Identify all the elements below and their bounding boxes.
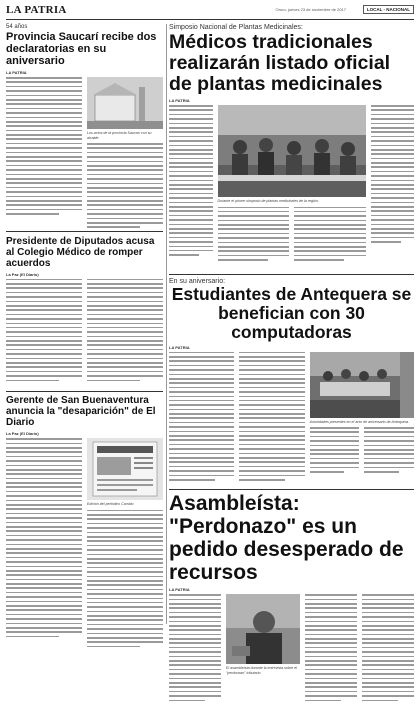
story-divider — [6, 391, 163, 392]
column-divider — [166, 24, 167, 624]
article-body — [169, 105, 213, 271]
article-headline: Estudiantes de Antequera se benefician con 30 computadoras — [171, 283, 412, 342]
newspaper-photo — [87, 438, 163, 500]
article-photo — [87, 77, 163, 129]
article-kicker: En su aniversario: — [169, 277, 226, 285]
header-rule — [6, 19, 414, 20]
photo-caption: Edición del periódico Cambio — [87, 502, 134, 507]
right-column — [169, 24, 414, 704]
photo-caption: Autoridades presentes en el acto de aniversario de Antequera. — [309, 419, 410, 424]
newspaper-logo: LA PATRIA — [6, 4, 67, 16]
article-san-buenaventura — [6, 395, 163, 648]
story-divider — [6, 231, 163, 232]
article-diputados — [6, 236, 163, 387]
article-photo — [218, 105, 366, 197]
article-byline: LA PATRIA — [6, 70, 27, 75]
article-byline: LA PATRIA — [169, 587, 190, 593]
story-divider — [169, 274, 414, 275]
article-body — [6, 279, 82, 387]
article-headline: Gerente de San Buenaventura anuncia la "desaparición" de El Diario — [6, 395, 156, 429]
article-headline: Médicos tradicionales realizarán listado oficial de plantas medicinales — [169, 31, 391, 95]
article-plantas-medicinales — [169, 24, 414, 271]
article-body — [6, 77, 82, 227]
article-headline: Presidente de Diputados acusa al Colegio Médico de romper acuerdos — [6, 235, 155, 269]
article-saucari — [6, 24, 163, 227]
article-headline: Provincia Saucarí recibe dos declaratorias en su aniversario — [6, 31, 157, 67]
article-kicker: Simposio Nacional de Plantas Medicinales: — [169, 24, 303, 31]
photo-caption: El asambleísta durante la entrevista sobre el "perdonazo" tributario. — [226, 666, 297, 675]
page-header — [6, 4, 414, 18]
article-photo — [310, 352, 414, 418]
article-body — [6, 438, 82, 648]
story-divider — [169, 489, 414, 490]
article-headline: Asambleísta: "Perdonazo" es un pedido desesperado de recursos — [169, 492, 404, 585]
photo-caption: Los actos de la provincia Saucarí con su alcalde. — [87, 131, 152, 140]
article-photo — [226, 594, 300, 664]
article-body — [169, 594, 221, 704]
article-byline: La Paz (El Diario) — [6, 271, 39, 277]
article-byline: La Paz (El Diario) — [6, 431, 39, 437]
section-label: LOCAL - NACIONAL — [363, 5, 414, 14]
article-kicker: 54 años — [6, 24, 28, 30]
article-byline: LA PATRIA — [169, 344, 190, 350]
article-byline: LA PATRIA — [169, 98, 190, 103]
article-perdonazo — [169, 492, 414, 704]
article-body — [169, 352, 234, 486]
article-antequera — [169, 278, 414, 486]
photo-caption: Durante el primer simposio de plantas medicinales de la región. — [217, 199, 319, 203]
left-column — [6, 24, 163, 648]
issue-date: Oruro, jueves 23 de noviembre de 2017 — [275, 7, 346, 12]
